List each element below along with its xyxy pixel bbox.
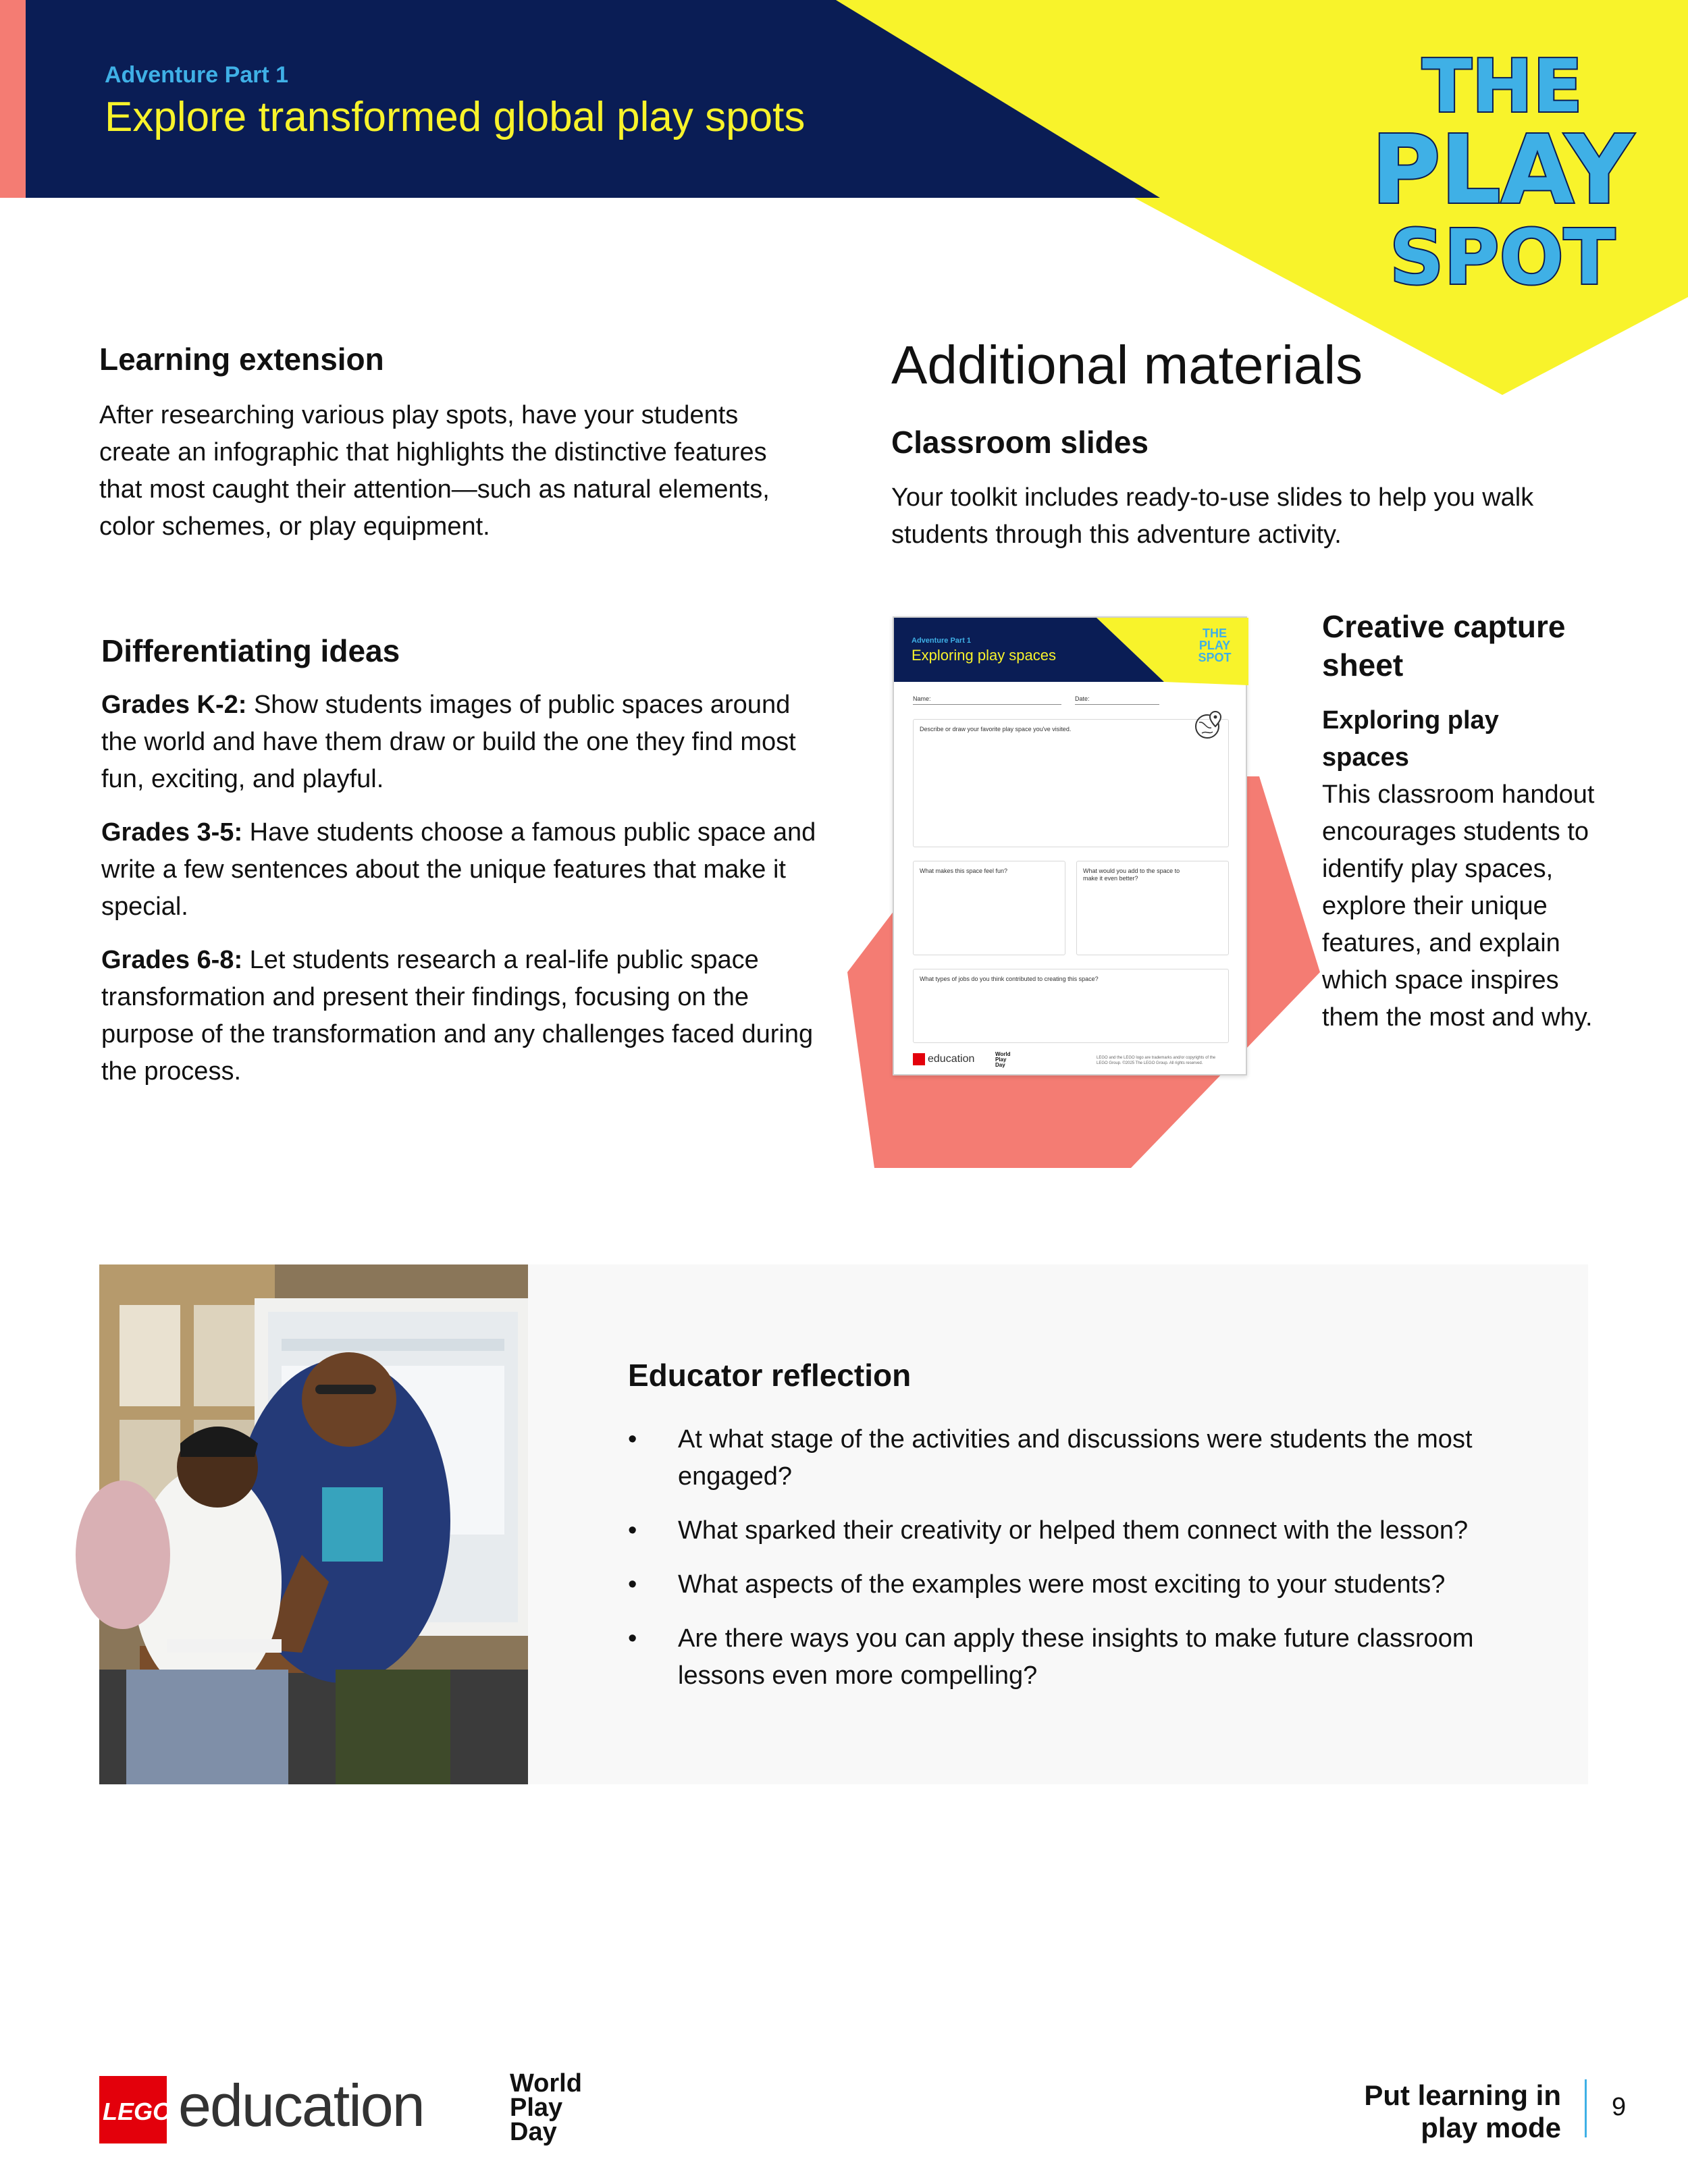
sheet-wpd-line: Day (995, 1062, 1005, 1068)
footer-tagline (1364, 2079, 1561, 2144)
sheet-name-line (913, 704, 1061, 705)
reflection-item: • What aspects of the examples were most exciting to your students? (628, 1566, 1539, 1603)
footer-divider (1585, 2079, 1587, 2137)
sheet-wpd-line: World (995, 1051, 1011, 1057)
diff-text: Show students images of public spaces around the world and have them draw or build the one they find most fun, exciting, and playful. (101, 691, 796, 793)
classroom-slides-heading: Classroom slides (891, 425, 1149, 460)
header-kicker: Adventure Part 1 (105, 62, 289, 88)
play-spot-logo (1371, 41, 1634, 302)
tagline-line: Put learning in (1364, 2079, 1561, 2111)
diff-item-k2 (101, 687, 817, 798)
diff-label: Grades 3-5: (101, 818, 243, 847)
reflection-list (628, 1421, 1539, 1711)
sheet-box-favorite (913, 719, 1229, 847)
logo-line-the: THE (1422, 45, 1583, 129)
reflection-item: • At what stage of the activities and discussions were students the most engaged? (628, 1421, 1539, 1495)
sheet-question-1: Describe or draw your favorite play space you've visited. (920, 726, 1072, 733)
creative-capture-heading: Creative capture sheet (1322, 609, 1566, 683)
diff-text: Let students research a real-life public space transformation and present their findings, focusing on the purpose of the transformation and any challenges faced during the process. (101, 946, 814, 1086)
sheet-date-label: Date: (1075, 695, 1090, 702)
classroom-slides-text: Your toolkit includes ready-to-use slides to help you walk students through this adventure activity. (891, 483, 1534, 549)
classroom-photo (99, 1264, 528, 1784)
capture-sheet-subtitle: Exploring play spaces (1322, 706, 1499, 772)
capture-sheet-thumbnail[interactable] (893, 616, 1247, 1075)
sheet-question-4: What types of jobs do you think contributed to creating this space? (920, 976, 1099, 982)
sheet-wpd-line: Play (995, 1057, 1007, 1063)
learning-extension-text: After researching various play spots, have your students create an infographic that highlights the distinctive features that most caught their attention—such as natural elements, color schemes, or play equipment. (99, 401, 770, 541)
sheet-name-label: Name: (913, 695, 931, 702)
wpd-line: Play (510, 2094, 563, 2122)
header-accent-strip (0, 0, 26, 198)
globe-pin-icon (1192, 709, 1225, 741)
learning-extension-heading: Learning extension (99, 342, 384, 377)
sheet-logo-line: SPOT (1198, 651, 1232, 664)
lego-logo-text: LEGO (103, 2098, 172, 2125)
page-title: Explore transformed global play spots (105, 94, 806, 140)
sheet-lego-logo (913, 1053, 925, 1065)
differentiating-list (101, 687, 817, 1107)
tagline-line: play mode (1421, 2112, 1561, 2143)
diff-text: Have students choose a famous public space and write a few sentences about the unique features that make it special. (101, 818, 816, 921)
diff-label: Grades K-2: (101, 691, 247, 719)
diff-label: Grades 6-8: (101, 946, 243, 974)
sheet-world-play-day-logo (995, 1052, 1011, 1068)
reflection-item: • Are there ways you can apply these insights to make future classroom lessons even more compelling? (628, 1620, 1539, 1695)
sheet-logo (1194, 627, 1235, 664)
wpd-line: World (510, 2069, 582, 2098)
education-wordmark: education (178, 2072, 424, 2139)
sheet-title: Exploring play spaces (912, 647, 1057, 664)
world-play-day-logo (510, 2071, 582, 2144)
sheet-question-3: What would you add to the space to make it even better? (1083, 868, 1180, 882)
additional-materials-heading: Additional materials (891, 335, 1363, 395)
capture-sheet-text: This classroom handout encourages students to identify play spaces, explore their unique features, and explain which space inspires them the most and why. (1322, 780, 1595, 1032)
reflection-item: • What sparked their creativity or helped them connect with the lesson? (628, 1512, 1539, 1549)
logo-line-spot: SPOT (1389, 214, 1616, 302)
sheet-legal-text: LEGO and the LEGO logo are trademarks and/or copyrights of the LEGO Group. ©2025 The LEGO Group. All rights reserved. (1097, 1056, 1216, 1065)
sheet-box-fun (913, 861, 1065, 955)
sheet-date-line (1075, 704, 1159, 705)
diff-item-68 (101, 942, 817, 1090)
sheet-kicker: Adventure Part 1 (912, 637, 972, 645)
sheet-logo-line: THE (1203, 627, 1227, 640)
sheet-question-2: What makes this space feel fun? (920, 868, 1008, 874)
page-number: 9 (1612, 2093, 1627, 2121)
educator-reflection-heading: Educator reflection (628, 1358, 912, 1393)
sheet-logo-line: PLAY (1198, 639, 1231, 652)
logo-line-play: PLAY (1371, 115, 1634, 225)
diff-item-35 (101, 814, 817, 926)
sheet-education-word: education (928, 1053, 975, 1065)
differentiating-heading: Differentiating ideas (101, 633, 400, 668)
wpd-line: Day (510, 2118, 557, 2146)
